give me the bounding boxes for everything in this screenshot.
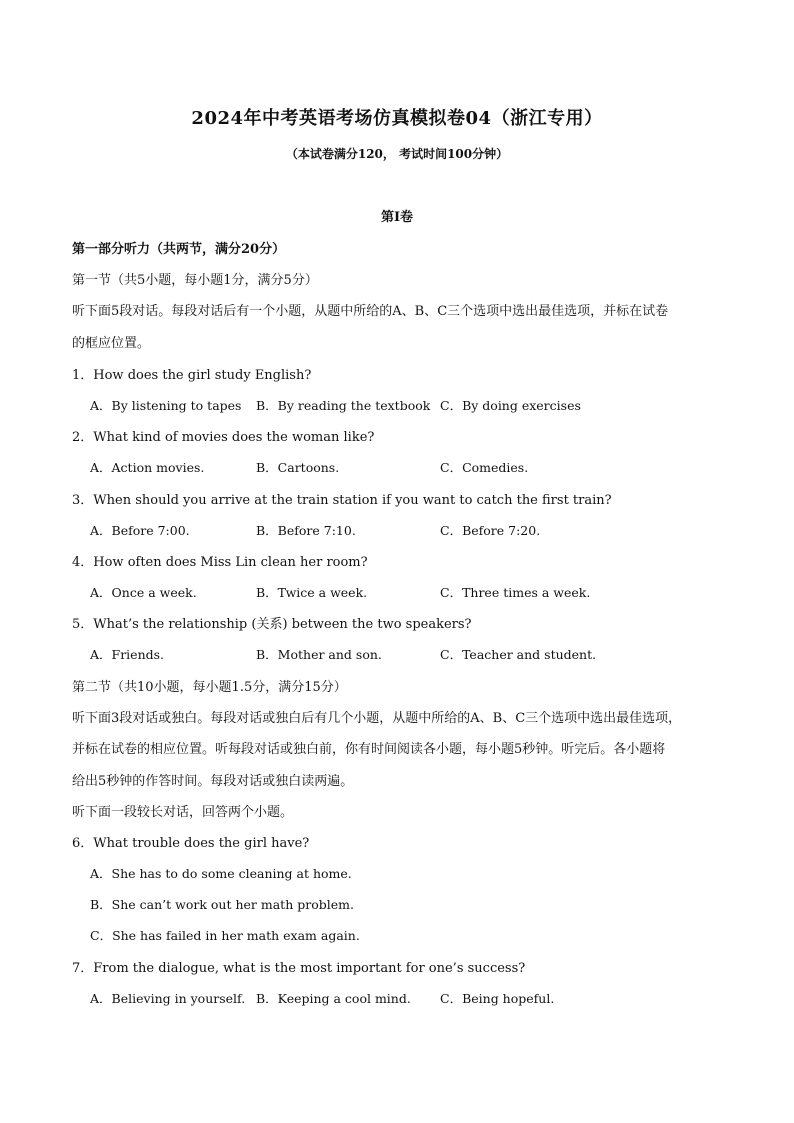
question-1-stem: 1．How does the girl study English? [72,368,312,383]
question-2-option-a: A．Action movies. [90,460,205,475]
question-3-stem: 3．When should you arrive at the train station if you want to catch the first train? [72,493,612,508]
question-2-option-b: B．Cartoons. [256,460,340,475]
question-4-stem: 4．How often does Miss Lin clean her room? [72,555,368,570]
question-7-option-a: A．Believing in yourself. [90,991,246,1006]
question-6-stem: 6．What trouble does the girl have? [72,836,310,851]
section1-instructions-line1: 听下面5段对话。每段对话后有一个小题，从题中所给的A、B、C三个选项中选出最佳选项，并标在试卷 [72,304,669,319]
volume-heading: 第I卷 [380,210,414,225]
question-6-option-a: A．She has to do some cleaning at home. [90,866,352,881]
question-3-option-b: B．Before 7:10. [256,523,356,538]
section2-heading: 第二节（共10小题，每小题1.5分，满分15分） [72,680,347,695]
question-6-option-c: C．She has failed in her math exam again. [90,928,360,943]
question-5-option-b: B．Mother and son. [256,647,382,662]
section2-instructions-line3: 给出5秒钟的作答时间。每段对话或独白读两遍。 [72,774,354,789]
question-6-option-b: B．She can’t work out her math problem. [90,897,354,912]
question-5-option-c: C．Teacher and student. [440,647,597,662]
question-7-option-b: B．Keeping a cool mind. [256,991,411,1006]
part1-heading: 第一部分听力（共两节，满分20分） [72,242,286,257]
question-4-option-b: B．Twice a week. [256,585,368,600]
page-title: 2024年中考英语考场仿真模拟卷04（浙江专用） [191,108,603,129]
section2-instructions-line2: 并标在试卷的相应位置。听每段对话或独白前，你有时间阅读各小题，每小题5秒钟。听完后。各小题将 [72,742,666,757]
question-5-option-a: A．Friends. [90,647,165,662]
question-7-option-c: C．Being hopeful. [440,991,555,1006]
question-1-option-a: A．By listening to tapes [90,398,242,413]
section1-heading: 第一节（共5小题，每小题1分，满分5分） [72,273,318,288]
question-1-option-b: B．By reading the textbook [256,398,431,413]
question-7-stem: 7．From the dialogue, what is the most important for one’s success? [72,961,526,976]
question-3-option-a: A．Before 7:00. [90,523,190,538]
question-2-stem: 2．What kind of movies does the woman like? [72,430,375,445]
question-4-option-a: A．Once a week. [90,585,197,600]
question-3-option-c: C．Before 7:20. [440,523,541,538]
section2-sub-instructions: 听下面一段较长对话，回答两个小题。 [72,805,294,820]
exam-info: （本试卷满分120， 考试时间100分钟） [285,147,509,161]
question-5-stem: 5．What’s the relationship (关系) between the two speakers? [72,617,472,632]
section2-instructions-line1: 听下面3段对话或独白。每段对话或独白后有几个小题，从题中所给的A、B、C三个选项中选出最佳选项， [72,711,682,726]
question-4-option-c: C．Three times a week. [440,585,591,600]
question-2-option-c: C．Comedies. [440,460,529,475]
question-1-option-c: C．By doing exercises [440,398,581,413]
section1-instructions-line2: 的框应位置。 [72,336,151,351]
